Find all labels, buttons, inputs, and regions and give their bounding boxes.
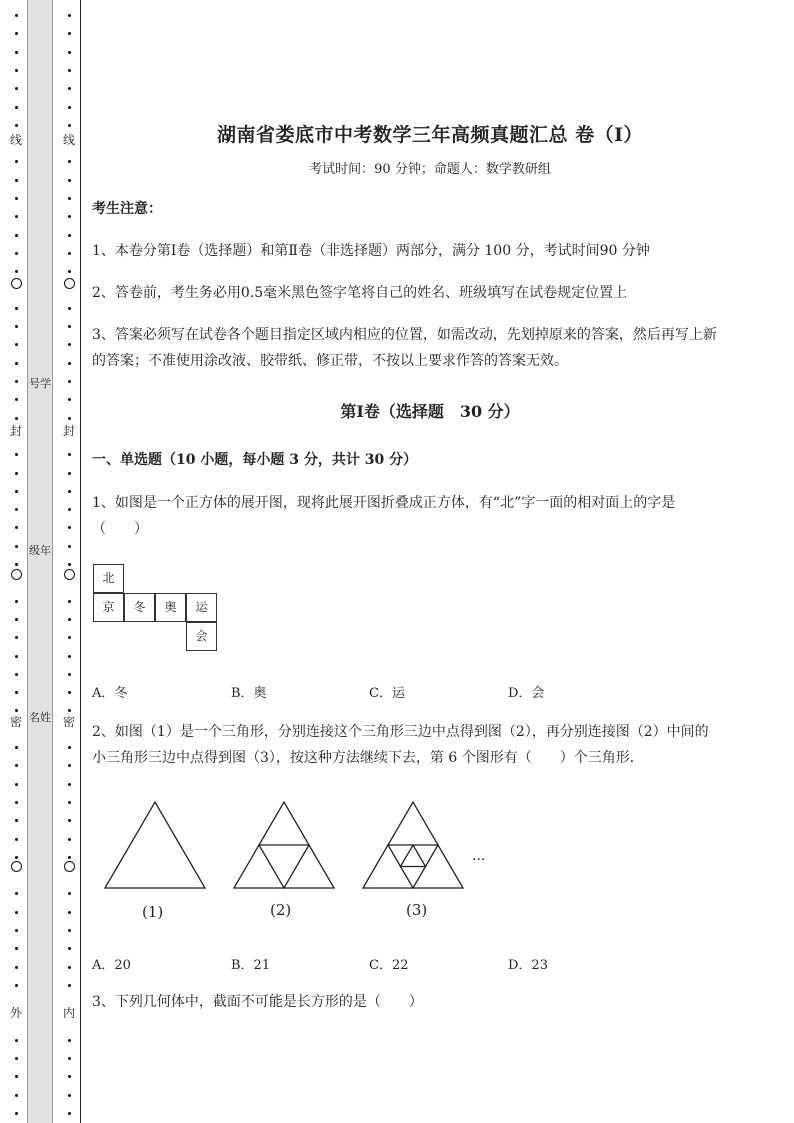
binding-dot <box>15 307 18 310</box>
binding-dot <box>68 819 71 822</box>
binding-dot <box>15 563 18 566</box>
binding-dot <box>68 783 71 786</box>
binding-dot <box>15 87 18 90</box>
binding-dot <box>15 856 18 859</box>
binding-dot <box>15 1075 18 1078</box>
binding-dot <box>68 87 71 90</box>
binding-dot <box>68 417 71 420</box>
binding-dot <box>68 892 71 895</box>
margin-char: 密 <box>6 715 26 729</box>
binding-dot <box>15 618 18 621</box>
binding-dot <box>68 764 71 767</box>
binding-dot <box>15 673 18 676</box>
binding-dot <box>15 160 18 163</box>
binding-circle <box>64 569 75 580</box>
inner-dotted-line <box>59 0 79 1123</box>
q1-option-a[interactable]: A．冬 <box>92 686 128 701</box>
binding-dot <box>68 14 71 17</box>
q1-option-c[interactable]: C．运 <box>369 686 405 701</box>
binding-dot <box>15 929 18 932</box>
binding-dot <box>68 160 71 163</box>
notice-item: 2、答卷前，考生务必用0.5毫米黑色签字笔将自己的姓名、班级填写在试卷规定位置上 <box>92 285 628 301</box>
binding-dot <box>15 197 18 200</box>
margin-char: 外 <box>6 1006 26 1020</box>
margin-char: 封 <box>59 424 79 438</box>
binding-dot <box>15 691 18 694</box>
binding-dot <box>15 343 18 346</box>
binding-dot <box>68 325 71 328</box>
binding-dot <box>68 307 71 310</box>
binding-dot <box>15 490 18 493</box>
name-label: 名姓 <box>29 711 51 724</box>
binding-dot <box>68 32 71 35</box>
net-cell-bottom: 会 <box>186 622 217 651</box>
binding-dot <box>15 1094 18 1097</box>
net-cell: 京 <box>93 593 124 622</box>
binding-dot <box>15 892 18 895</box>
binding-dot <box>15 508 18 511</box>
binding-dot <box>15 764 18 767</box>
binding-dot <box>15 417 18 420</box>
question-3-text: 3、下列几何体中，截面不可能是长方形的是（ ） <box>92 994 423 1010</box>
binding-dot <box>68 398 71 401</box>
figure-label-2: (2) <box>270 901 292 919</box>
binding-dot <box>68 984 71 987</box>
margin-char: 内 <box>59 1006 79 1020</box>
outer-dotted-line <box>6 0 26 1123</box>
binding-dot <box>68 636 71 639</box>
binding-dot <box>68 380 71 383</box>
question-2-text: 2、如图（1）是一个三角形，分别连接这个三角形三边中点得到图（2），再分别连接图（2）中间的 <box>92 724 709 740</box>
binding-dot <box>68 106 71 109</box>
binding-dot <box>68 746 71 749</box>
triangle-figure-1 <box>105 802 205 888</box>
binding-dot <box>15 362 18 365</box>
q1-option-b[interactable]: B．奥 <box>231 686 267 701</box>
binding-dot <box>15 600 18 603</box>
binding-dot <box>68 490 71 493</box>
exam-title: 湖南省娄底市中考数学三年高频真题汇总 卷（Ⅰ） <box>216 124 643 146</box>
binding-dot <box>68 673 71 676</box>
margin-char: 线 <box>59 133 79 147</box>
binding-dot <box>68 179 71 182</box>
notice-item: 3、答案必须写在试卷各个题目指定区域内相应的位置，如需改动，先划掉原来的答案，然后再写上新 <box>92 327 717 343</box>
binding-dot <box>15 655 18 658</box>
binding-dot <box>15 545 18 548</box>
margin-char: 封 <box>6 424 26 438</box>
binding-dot <box>15 838 18 841</box>
binding-dot <box>68 234 71 237</box>
ellipsis: ··· <box>472 852 486 868</box>
triangle-figure-3 <box>363 802 463 888</box>
binding-dot <box>15 453 18 456</box>
binding-dot <box>15 746 18 749</box>
binding-dot <box>15 709 18 712</box>
question-1-blank: （ ） <box>92 521 148 537</box>
binding-dot <box>15 783 18 786</box>
binding-dot <box>68 1112 71 1115</box>
net-cell-top: 北 <box>93 564 124 593</box>
binding-dot <box>15 69 18 72</box>
part-heading: 一、单选题（10 小题，每小题 3 分，共计 30 分） <box>92 452 418 468</box>
binding-dot <box>68 508 71 511</box>
binding-dot <box>68 618 71 621</box>
binding-dot <box>68 1039 71 1042</box>
binding-strip <box>27 0 53 1123</box>
exam-subtitle: 考试时间：90 分钟；命题人：数学教研组 <box>309 162 551 177</box>
binding-circle <box>64 278 75 289</box>
binding-dot <box>15 947 18 950</box>
binding-dot <box>68 838 71 841</box>
margin-divider <box>80 0 81 1123</box>
binding-dot <box>15 252 18 255</box>
notice-heading: 考生注意： <box>92 201 162 217</box>
binding-dot <box>68 1057 71 1060</box>
binding-dot <box>15 1112 18 1115</box>
binding-dot <box>15 32 18 35</box>
binding-dot <box>15 325 18 328</box>
binding-dot <box>15 984 18 987</box>
binding-margin <box>0 0 82 1123</box>
binding-dot <box>68 655 71 658</box>
triangle-figure-2 <box>234 802 334 888</box>
binding-dot <box>68 947 71 950</box>
binding-dot <box>68 215 71 218</box>
binding-dot <box>68 929 71 932</box>
q2-option-b[interactable]: B．21 <box>231 958 271 973</box>
binding-circle <box>64 861 75 872</box>
binding-dot <box>68 343 71 346</box>
binding-dot <box>68 453 71 456</box>
net-cell: 冬 <box>124 593 155 622</box>
binding-dot <box>68 600 71 603</box>
binding-dot <box>68 801 71 804</box>
figure-label-1: (1) <box>142 903 164 921</box>
binding-dot <box>15 1057 18 1060</box>
binding-dot <box>15 636 18 639</box>
q1-option-d[interactable]: D．会 <box>508 686 545 701</box>
binding-dot <box>68 709 71 712</box>
binding-dot <box>68 1094 71 1097</box>
class-label: 级年 <box>29 544 51 557</box>
binding-dot <box>68 563 71 566</box>
binding-dot <box>15 380 18 383</box>
net-cell: 运 <box>186 593 217 622</box>
question-1-text: 1、如图是一个正方体的展开图，现将此展开图折叠成正方体，有“北”字一面的相对面上的字是 <box>92 495 676 511</box>
binding-dot <box>68 124 71 127</box>
margin-char: 密 <box>59 715 79 729</box>
binding-dot <box>15 234 18 237</box>
binding-dot <box>68 691 71 694</box>
binding-dot <box>15 966 18 969</box>
margin-char: 线 <box>6 133 26 147</box>
binding-dot <box>68 69 71 72</box>
binding-circle <box>11 278 22 289</box>
binding-dot <box>68 526 71 529</box>
binding-dot <box>15 215 18 218</box>
q2-option-a[interactable]: A．20 <box>92 958 131 973</box>
binding-circle <box>11 569 22 580</box>
binding-dot <box>15 1039 18 1042</box>
binding-dot <box>68 197 71 200</box>
binding-dot <box>15 911 18 914</box>
question-2-text: 小三角形三边中点得到图（3），按这种方法继续下去，第 6 个图形有（ ）个三角形． <box>92 750 644 766</box>
binding-dot <box>68 856 71 859</box>
student-number-label: 号学 <box>29 377 51 390</box>
binding-dot <box>15 51 18 54</box>
binding-dot <box>15 801 18 804</box>
q2-option-c[interactable]: C．22 <box>369 958 409 973</box>
notice-item: 1、本卷分第Ⅰ卷（选择题）和第Ⅱ卷（非选择题）两部分，满分 100 分，考试时间90 分钟 <box>92 243 650 259</box>
notice-item: 的答案；不准使用涂改液、胶带纸、修正带，不按以上要求作答的答案无效。 <box>92 353 568 369</box>
binding-dot <box>68 1075 71 1078</box>
q2-option-d[interactable]: D．23 <box>508 958 548 973</box>
binding-dot <box>68 966 71 969</box>
binding-dot <box>68 270 71 273</box>
binding-circle <box>11 861 22 872</box>
figure-label-3: (3) <box>406 901 428 919</box>
binding-dot <box>68 362 71 365</box>
net-cell: 奥 <box>155 593 186 622</box>
binding-dot <box>15 14 18 17</box>
binding-dot <box>15 398 18 401</box>
binding-dot <box>15 106 18 109</box>
triangle-figures <box>100 798 500 893</box>
binding-dot <box>68 472 71 475</box>
binding-dot <box>15 179 18 182</box>
binding-dot <box>15 819 18 822</box>
section-title: 第Ⅰ卷（选择题 30 分） <box>340 402 520 421</box>
binding-dot <box>68 51 71 54</box>
binding-dot <box>15 526 18 529</box>
binding-dot <box>68 911 71 914</box>
binding-dot <box>68 252 71 255</box>
binding-dot <box>15 124 18 127</box>
binding-dot <box>15 270 18 273</box>
binding-dot <box>68 545 71 548</box>
binding-dot <box>15 472 18 475</box>
